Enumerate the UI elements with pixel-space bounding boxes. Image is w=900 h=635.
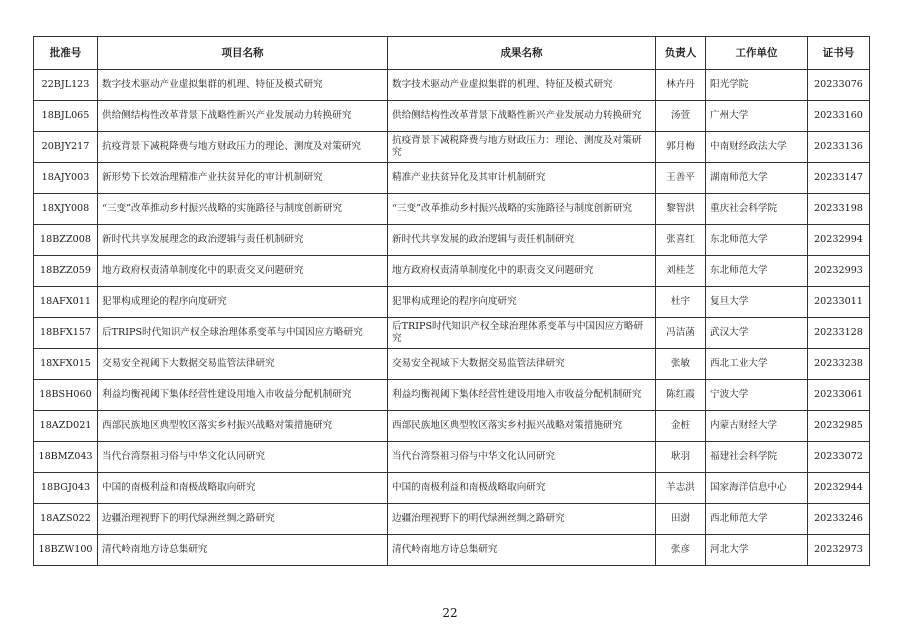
table-row	[34, 132, 870, 163]
cell-unit: 福建社会科学院	[706, 442, 808, 473]
results-table	[33, 36, 870, 566]
cell-unit: 内蒙古财经大学	[706, 411, 808, 442]
cell-project-name: 抗疫背景下减税降费与地方财政压力的理论、测度及对策研究	[98, 132, 388, 163]
cell-approval-number: 18BZZ008	[34, 225, 98, 256]
cell-approval-number: 18XFX015	[34, 349, 98, 380]
cell-person: 羊志洪	[656, 473, 706, 504]
table-row	[34, 380, 870, 411]
page-number: 22	[442, 606, 458, 620]
cell-approval-number: 18XJY008	[34, 194, 98, 225]
cell-certificate: 20233136	[808, 132, 870, 163]
cell-unit: 宁波大学	[706, 380, 808, 411]
cell-certificate: 20233238	[808, 349, 870, 380]
table-row	[34, 163, 870, 194]
cell-certificate: 20232944	[808, 473, 870, 504]
cell-result-name: 后TRIPS时代知识产权全球治理体系变革与中国因应方略研究	[388, 318, 656, 349]
cell-result-name: 边疆治理视野下的明代绿洲丝绸之路研究	[388, 504, 656, 535]
cell-approval-number: 18BZZ059	[34, 256, 98, 287]
table-row	[34, 473, 870, 504]
header-cert: 证书号	[808, 37, 870, 70]
cell-person: 张喜红	[656, 225, 706, 256]
cell-approval-number: 18AFX011	[34, 287, 98, 318]
cell-result-name: 精准产业扶贫异化及其审计机制研究	[388, 163, 656, 194]
cell-person: 林卉丹	[656, 70, 706, 101]
cell-approval-number: 20BJY217	[34, 132, 98, 163]
cell-project-name: 地方政府权责清单制度化中的职责交叉问题研究	[98, 256, 388, 287]
cell-result-name: 交易安全视域下大数据交易监管法律研究	[388, 349, 656, 380]
cell-result-name: 西部民族地区典型牧区落实乡村振兴战略对策措施研究	[388, 411, 656, 442]
cell-approval-number: 18BJL065	[34, 101, 98, 132]
cell-result-name: 犯罪构成理论的程序向度研究	[388, 287, 656, 318]
cell-certificate: 20232973	[808, 535, 870, 566]
table-row	[34, 287, 870, 318]
cell-unit: 复旦大学	[706, 287, 808, 318]
cell-result-name: 地方政府权责清单制度化中的职责交叉问题研究	[388, 256, 656, 287]
cell-person: 郭月梅	[656, 132, 706, 163]
table-row	[34, 349, 870, 380]
cell-certificate: 20232994	[808, 225, 870, 256]
cell-approval-number: 18BFX157	[34, 318, 98, 349]
cell-unit: 中南财经政法大学	[706, 132, 808, 163]
table-row	[34, 194, 870, 225]
cell-project-name: 交易安全视阈下大数据交易监管法律研究	[98, 349, 388, 380]
header-unit: 工作单位	[706, 37, 808, 70]
cell-person: 杜宇	[656, 287, 706, 318]
cell-certificate: 20233160	[808, 101, 870, 132]
cell-certificate: 20233246	[808, 504, 870, 535]
cell-certificate: 20232985	[808, 411, 870, 442]
cell-certificate: 20233061	[808, 380, 870, 411]
table-row	[34, 225, 870, 256]
cell-unit: 东北师范大学	[706, 225, 808, 256]
cell-certificate: 20233128	[808, 318, 870, 349]
cell-result-name: “三变”改革推动乡村振兴战略的实施路径与制度创新研究	[388, 194, 656, 225]
cell-person: 刘桂芝	[656, 256, 706, 287]
cell-unit: 国家海洋信息中心	[706, 473, 808, 504]
cell-project-name: “三变”改革推动乡村振兴战略的实施路径与制度创新研究	[98, 194, 388, 225]
cell-result-name: 新时代共享发展的政治逻辑与责任机制研究	[388, 225, 656, 256]
cell-unit: 阳光学院	[706, 70, 808, 101]
cell-result-name: 抗疫背景下减税降费与地方财政压力：理论、测度及对策研究	[388, 132, 656, 163]
cell-person: 田澍	[656, 504, 706, 535]
cell-project-name: 供给侧结构性改革背景下战略性新兴产业发展动力转换研究	[98, 101, 388, 132]
cell-approval-number: 18BZW100	[34, 535, 98, 566]
cell-approval-number: 18AZS022	[34, 504, 98, 535]
header-result: 成果名称	[388, 37, 656, 70]
cell-project-name: 当代台湾祭祖习俗与中华文化认同研究	[98, 442, 388, 473]
cell-result-name: 数字技术驱动产业虚拟集群的机理、特征及模式研究	[388, 70, 656, 101]
cell-certificate: 20233147	[808, 163, 870, 194]
cell-project-name: 中国的南极利益和南极战略取向研究	[98, 473, 388, 504]
cell-project-name: 利益均衡视阈下集体经营性建设用地入市收益分配机制研究	[98, 380, 388, 411]
cell-unit: 重庆社会科学院	[706, 194, 808, 225]
cell-person: 黎智洪	[656, 194, 706, 225]
cell-unit: 西北工业大学	[706, 349, 808, 380]
cell-unit: 西北师范大学	[706, 504, 808, 535]
cell-project-name: 新时代共享发展理念的政治逻辑与责任机制研究	[98, 225, 388, 256]
cell-person: 金桩	[656, 411, 706, 442]
cell-result-name: 供给侧结构性改革背景下战略性新兴产业发展动力转换研究	[388, 101, 656, 132]
cell-result-name: 利益均衡视阈下集体经营性建设用地入市收益分配机制研究	[388, 380, 656, 411]
cell-person: 冯洁菡	[656, 318, 706, 349]
table-row	[34, 101, 870, 132]
cell-unit: 河北大学	[706, 535, 808, 566]
cell-person: 耿羽	[656, 442, 706, 473]
header-project: 项目名称	[98, 37, 388, 70]
cell-unit: 东北师范大学	[706, 256, 808, 287]
header-person: 负责人	[656, 37, 706, 70]
cell-approval-number: 18BMZ043	[34, 442, 98, 473]
table-row	[34, 318, 870, 349]
cell-result-name: 中国的南极利益和南极战略取向研究	[388, 473, 656, 504]
cell-approval-number: 18AZD021	[34, 411, 98, 442]
table-row	[34, 535, 870, 566]
cell-project-name: 犯罪构成理论的程序向度研究	[98, 287, 388, 318]
cell-approval-number: 18AJY003	[34, 163, 98, 194]
cell-approval-number: 18BSH060	[34, 380, 98, 411]
cell-approval-number: 22BJL123	[34, 70, 98, 101]
cell-person: 张彦	[656, 535, 706, 566]
cell-certificate: 20233198	[808, 194, 870, 225]
cell-approval-number: 18BGJ043	[34, 473, 98, 504]
cell-certificate: 20233011	[808, 287, 870, 318]
cell-unit: 湖南师范大学	[706, 163, 808, 194]
cell-unit: 广州大学	[706, 101, 808, 132]
table-row	[34, 442, 870, 473]
cell-person: 张敏	[656, 349, 706, 380]
table-row	[34, 70, 870, 101]
cell-project-name: 边疆治理视野下的明代绿洲丝绸之路研究	[98, 504, 388, 535]
cell-unit: 武汉大学	[706, 318, 808, 349]
cell-certificate: 20233076	[808, 70, 870, 101]
cell-project-name: 数字技术驱动产业虚拟集群的机理、特征及模式研究	[98, 70, 388, 101]
cell-result-name: 清代岭南地方诗总集研究	[388, 535, 656, 566]
cell-person: 汤萱	[656, 101, 706, 132]
table-row	[34, 256, 870, 287]
cell-person: 王善平	[656, 163, 706, 194]
table-row	[34, 504, 870, 535]
cell-certificate: 20233072	[808, 442, 870, 473]
cell-project-name: 新形势下长效治理精准产业扶贫异化的审计机制研究	[98, 163, 388, 194]
cell-project-name: 西部民族地区典型牧区落实乡村振兴战略对策措施研究	[98, 411, 388, 442]
cell-project-name: 后TRIPS时代知识产权全球治理体系变革与中国因应方略研究	[98, 318, 388, 349]
header-row	[34, 37, 870, 70]
header-code: 批准号	[34, 37, 98, 70]
cell-result-name: 当代台湾祭祖习俗与中华文化认同研究	[388, 442, 656, 473]
cell-person: 陈红霞	[656, 380, 706, 411]
table-row	[34, 411, 870, 442]
cell-certificate: 20232993	[808, 256, 870, 287]
cell-project-name: 清代岭南地方诗总集研究	[98, 535, 388, 566]
